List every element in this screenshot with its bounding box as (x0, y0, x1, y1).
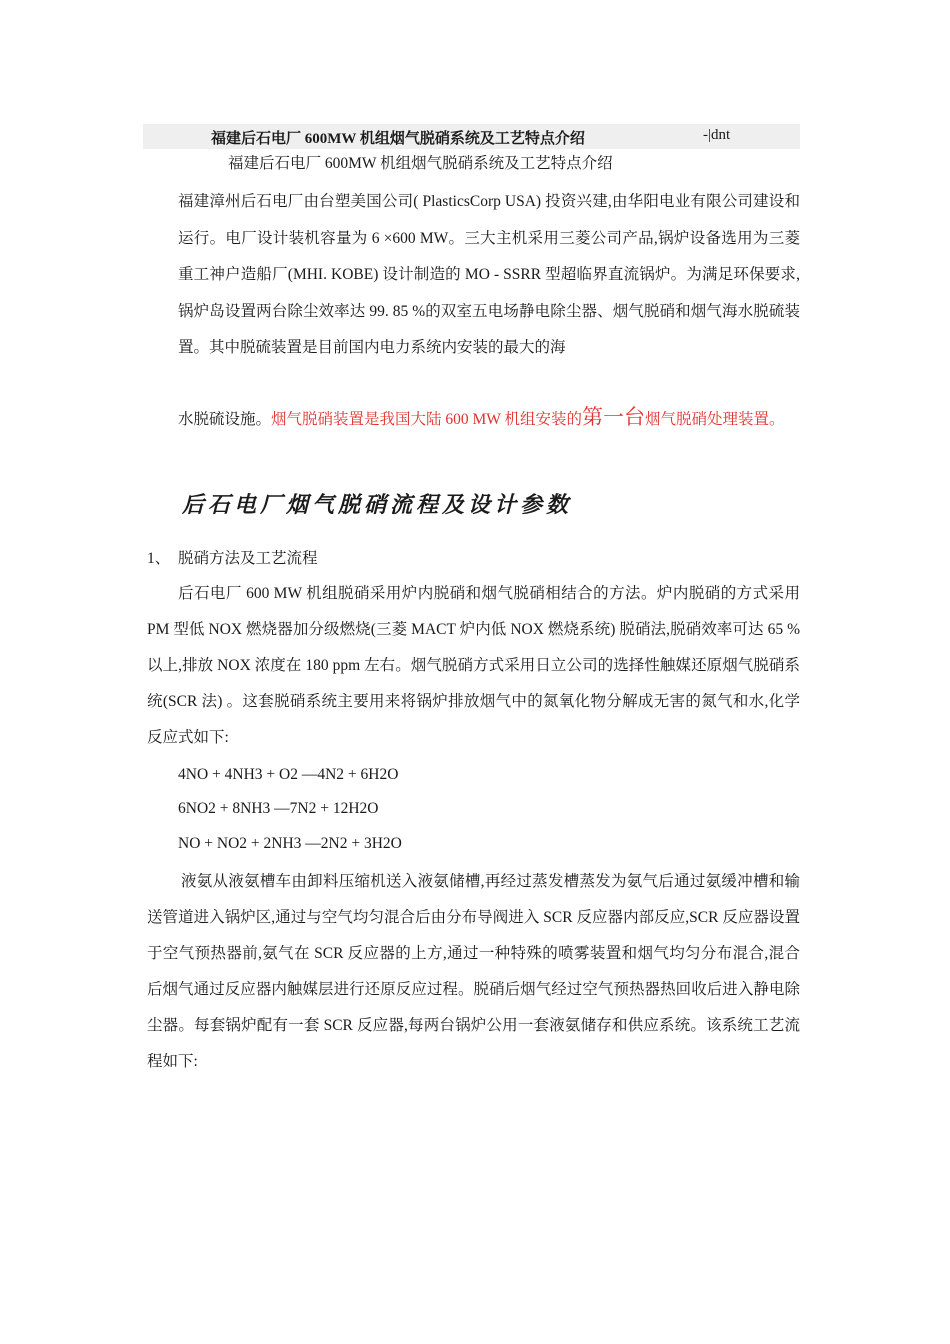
equation-3: NO + NO2 + 2NH3 —2N2 + 3H2O (178, 835, 402, 852)
section-heading: 后石电厂烟气脱硝流程及设计参数 (182, 492, 573, 518)
list-item-label: 脱硝方法及工艺流程 (178, 550, 318, 567)
intro-paragraph: 福建漳州后石电厂由台塑美国公司( PlasticsCorp USA) 投资兴建,由华阳电业有限公司建设和运行。电厂设计装机容量为 6 ×600 MW。三大主机采用三菱公司产品,锅炉设备选用为三菱重工神户造船厂(MHI. KOBE) 设计制造的 MO - SSRR 型超临界直流锅炉。为满足环保要求,锅炉岛设置两台除尘效率达 99. 85 %的双室五电场静电除尘器、烟气脱硝和烟气海水脱硫装置。其中脱硫装置是目前国内电力系统内安装的最大的海 (178, 193, 800, 356)
list-item-number: 1、 (147, 550, 171, 567)
header-title: 福建后石电厂 600MW 机组烟气脱硝系统及工艺特点介绍 (211, 131, 585, 147)
intro-paragraph-end (178, 393, 800, 444)
header-tag: -|dnt (703, 127, 731, 143)
equation-1: 4NO + 4NH3 + O2 —4N2 + 6H2O (178, 766, 399, 783)
highlight-text-b: 烟气脱硝处理装置。 (645, 411, 785, 428)
highlight-text-emphasis: 第一台 (582, 405, 646, 429)
body-paragraph-method: 后石电厂 600 MW 机组脱硝采用炉内脱硝和烟气脱硝相结合的方法。炉内脱硝的方式采用 PM 型低 NOX 燃烧器加分级燃烧(三菱 MACT 炉内低 NOX 燃烧系统) 脱硝法,脱硝效率可达 65 %以上,排放 NOX 浓度在 180 ppm 左右。烟气脱硝方式采用日立公司的选择性触媒还原烟气脱硝系统(SCR 法) 。这套脱硝系统主要用来将锅炉排放烟气中的氮氧化物分解成无害的氮气和水,化学反应式如下: (147, 585, 800, 746)
intro-end-text: 水脱硫设施。 (178, 411, 272, 428)
document-subtitle: 福建后石电厂 600MW 机组烟气脱硝系统及工艺特点介绍 (228, 155, 613, 172)
equation-2: 6NO2 + 8NH3 —7N2 + 12H2O (178, 800, 379, 817)
highlight-text-a: 烟气脱硝装置是我国大陆 600 MW 机组安装的 (271, 411, 583, 428)
page-header (143, 124, 800, 149)
body-paragraph-process: 液氨从液氨槽车由卸料压缩机送入液氨储槽,再经过蒸发槽蒸发为氨气后通过氨缓冲槽和输送管道进入锅炉区,通过与空气均匀混合后由分布导阀进入 SCR 反应器内部反应,SCR 反应器设置于空气预热器前,氨气在 SCR 反应器的上方,通过一种特殊的喷雾装置和烟气均匀分布混合,混合后烟气通过反应器内触媒层进行还原反应过程。脱硝后烟气经过空气预热器热回收后进入静电除尘器。每套锅炉配有一套 SCR 反应器,每两台锅炉公用一套液氨储存和供应系统。该系统工艺流程如下: (147, 873, 800, 1070)
list-item (147, 546, 318, 568)
